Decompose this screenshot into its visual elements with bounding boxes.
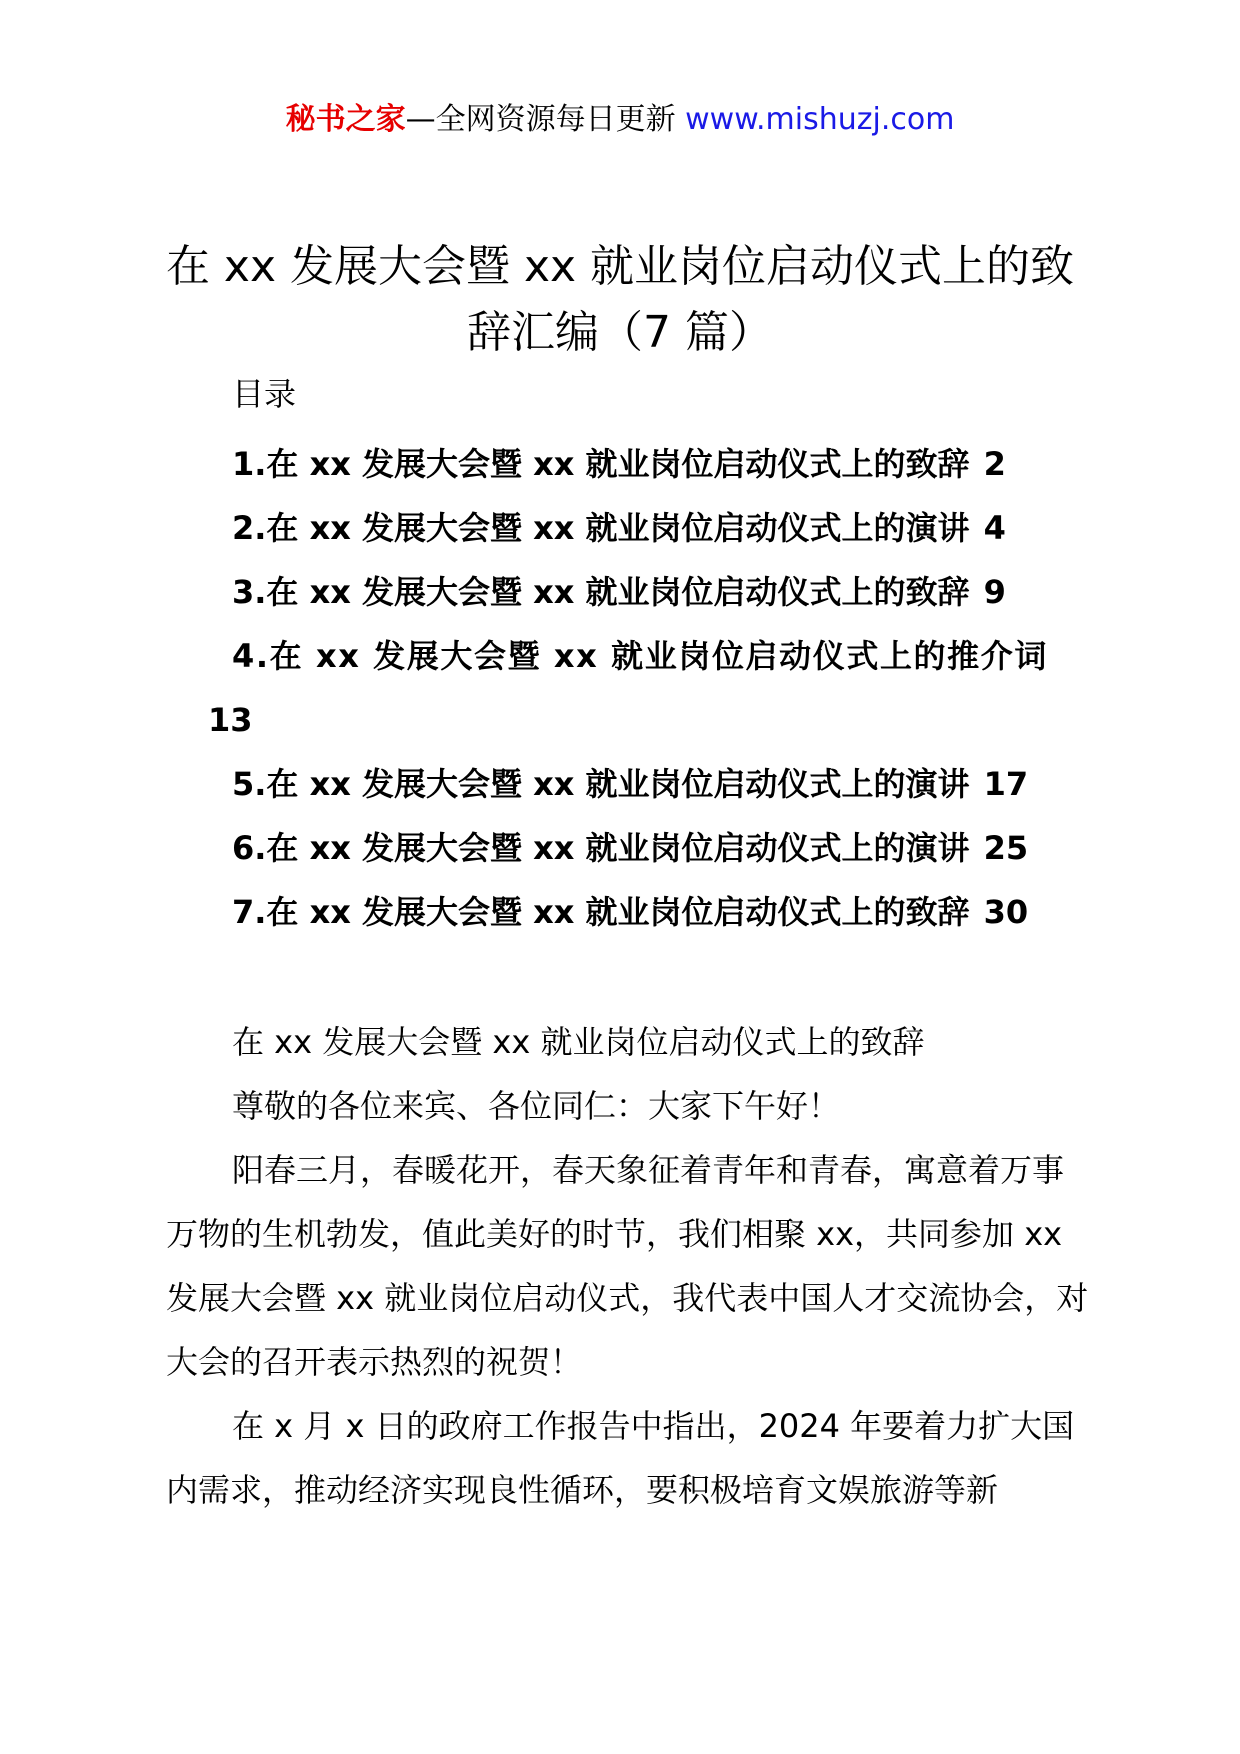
toc-item-label: 2.在 xx 发展大会暨 xx 就业岗位启动仪式上的演讲 (232, 509, 970, 547)
toc-item-label: 7.在 xx 发展大会暨 xx 就业岗位启动仪式上的致辞 (232, 893, 970, 931)
toc-heading: 目录 (232, 375, 297, 413)
document-title: 在 xx 发展大会暨 xx 就业岗位启动仪式上的致辞汇编（7 篇） (165, 241, 1075, 358)
body-paragraph: 在 x 月 x 日的政府工作报告中指出，2024 年要着力扩大国内需求，推动经济实现良性循环，要积极培育文娱旅游等新 (166, 1407, 1075, 1509)
document-body (166, 1010, 1090, 1522)
toc-item[interactable] (166, 880, 1090, 944)
toc-item-label: 4.在 xx 发展大会暨 xx 就业岗位启动仪式上的推介词 (232, 637, 1048, 675)
section-heading: 在 xx 发展大会暨 xx 就业岗位启动仪式上的致辞 (232, 1023, 925, 1061)
header-slogan: —全网资源每日更新 (405, 102, 686, 137)
toc-item-page: 2 (983, 445, 1006, 483)
toc-item-label: 5.在 xx 发展大会暨 xx 就业岗位启动仪式上的演讲 (232, 765, 970, 803)
toc-item[interactable] (166, 496, 1090, 560)
toc-item-page: 13 (208, 701, 253, 739)
toc-item[interactable] (166, 432, 1090, 496)
toc-item-page: 4 (983, 509, 1006, 547)
toc-item-page: 17 (983, 765, 1029, 803)
salutation: 尊敬的各位来宾、各位同仁：大家下午好！ (232, 1087, 841, 1125)
toc-item[interactable] (166, 560, 1090, 624)
toc-item[interactable] (166, 624, 1090, 752)
toc-item-page: 25 (983, 829, 1029, 867)
table-of-contents (166, 432, 1090, 944)
body-paragraph: 阳春三月，春暖花开，春天象征着青年和青春，寓意着万事万物的生机勃发，值此美好的时节，我们相聚 xx，共同参加 xx 发展大会暨 xx 就业岗位启动仪式，我代表中国人才交流协会，对大会的召开表示热烈的祝贺！ (166, 1151, 1089, 1381)
site-header (0, 100, 1240, 140)
toc-item[interactable] (166, 816, 1090, 880)
toc-item-label: 3.在 xx 发展大会暨 xx 就业岗位启动仪式上的致辞 (232, 573, 970, 611)
brand-name: 秘书之家 (285, 102, 406, 137)
toc-item[interactable] (166, 752, 1090, 816)
toc-item-label: 1.在 xx 发展大会暨 xx 就业岗位启动仪式上的致辞 (232, 445, 970, 483)
toc-item-label: 6.在 xx 发展大会暨 xx 就业岗位启动仪式上的演讲 (232, 829, 970, 867)
toc-item-page: 30 (983, 893, 1029, 931)
toc-item-page: 9 (983, 573, 1006, 611)
site-url-link[interactable]: www.mishuzj.com (685, 102, 955, 137)
